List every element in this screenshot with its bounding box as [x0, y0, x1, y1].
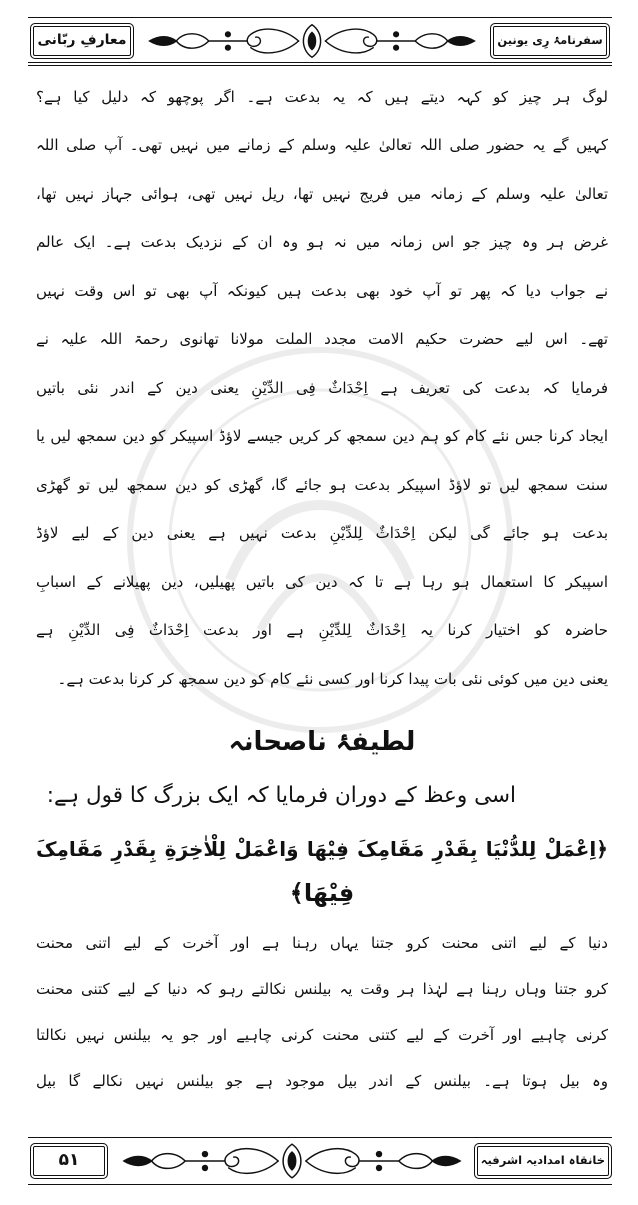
header-book-title: معارفِ ربّانی: [30, 23, 134, 59]
footer-top-rule: [28, 1137, 612, 1138]
section-heading: لطیفۂ ناصحانہ: [228, 727, 416, 757]
header-ornament: [140, 21, 484, 61]
text-line: تعالیٰ علیہ وسلم کے زمانہ میں فریج نہیں تھا، ریل نہیں تھی، ہوائی جہاز نہیں تھا،: [36, 185, 608, 203]
quote-line: ﴿اِعْمَلْ لِلدُّنْیَا بِقَدْرِ مَقَامِکَ فِیْهَا وَاعْمَلْ لِلْاٰخِرَةِ بِقَدْرِ مَقَامِکَ: [36, 837, 608, 861]
text-line: وہ بیل ہوتا ہے۔ بیلنس کے اندر بیل موجود ہے جو بیلنس نہیں نکالے گا بیل: [36, 1072, 608, 1090]
text-line: غرض ہر وہ چیز جو اس زمانہ میں نہ ہو وہ ان کے نزدیک بدعت ہے۔ ایک عالم: [36, 233, 608, 251]
text-line: تھے۔ اس لیے حضرت حکیم الامت مجدد الملت مولانا تھانوی رحمۃ اللہ علیہ نے: [36, 330, 608, 348]
text-line: بدعت ہو جائے گی لیکن اِحْدَاثٌ لِلدِّیْنِ بدعت نہیں ہے یعنی دین کے لیے لاؤڈ: [36, 524, 608, 542]
text-line: کرو جتنا وہاں رہنا ہے لہٰذا ہر وقت یہ بیلنس نکالتے رہو کہ دنیا کے لیے کتنی محنت: [36, 980, 608, 998]
text-line: اسپیکر کا استعمال ہو رہا ہے تا کہ دین کی باتیں پھیلیں، دین پھیلانے کے اسبابِ: [36, 573, 608, 591]
text-line: کہیں گے یہ حضور صلی اللہ تعالیٰ علیہ وسلم کے زمانے میں نہیں تھی۔ آپ صلی اللہ: [36, 136, 608, 154]
text-line: دنیا کے لیے اتنی محنت کرو جتنا یہاں رہنا ہے اور آخرت کے لیے اتنی محنت: [36, 934, 608, 952]
quote-line: فِیْهَا﴾: [289, 879, 355, 907]
page-number: ۵۱: [30, 1143, 108, 1179]
text-line: نے جواب دیا کہ پھر تو آپ خود بھی بدعت ہیں کیونکہ آپ بھی تو اس وقت نہیں: [36, 282, 608, 300]
text-line: یعنی دین میں کوئی نئی بات پیدا کرنا اور کسی نئے کام کو دین سمجھ کر کرنا بدعت ہے۔: [57, 670, 608, 688]
header-bottom-rule: [28, 62, 612, 66]
footer-ornament: [114, 1141, 470, 1181]
header-top-rule: [28, 17, 612, 18]
footer-bottom-rule: [28, 1184, 612, 1185]
text-line: کرنی چاہیے اور آخرت کے لیے کتنی محنت کرنی چاہیے اور جو یہ بیلنس نہیں نکالتا: [36, 1026, 608, 1044]
publisher-name: خانقاہ امدادیہ اشرفیہ: [474, 1143, 612, 1179]
text-line: لوگ ہر چیز کو کہہ دیتے ہیں کہ یہ بدعت ہے۔ اگر پوچھو کہ دلیل کیا ہے؟: [36, 88, 608, 106]
header-chapter-title: سفرنامۂ رِی یونین: [490, 23, 610, 59]
text-line: سنت سمجھ لیں تو لاؤڈ اسپیکر بدعت ہو جائے گا، گھڑی کو دین سمجھ لیں تو گھڑی: [36, 476, 608, 494]
text-line: فرمایا کہ بدعت کی تعریف ہے اِحْدَاثٌ فِی الدِّیْنِ یعنی دین کے اندر نئی باتیں: [36, 379, 608, 397]
intro-line: اسی وعظ کے دوران فرمایا کہ ایک بزرگ کا قول ہے:: [46, 783, 516, 808]
text-line: ایجاد کرنا جس نئے کام کو ہم دین سمجھ کر کریں جیسے لاؤڈ اسپیکر کو دین سمجھ لیں یا: [36, 427, 608, 445]
text-line: حاضرہ کو اختیار کرنا یہ اِحْدَاثٌ لِلدِّیْنِ ہے اور بدعت اِحْدَاثٌ فِی الدِّیْنِ ہے: [36, 621, 608, 639]
